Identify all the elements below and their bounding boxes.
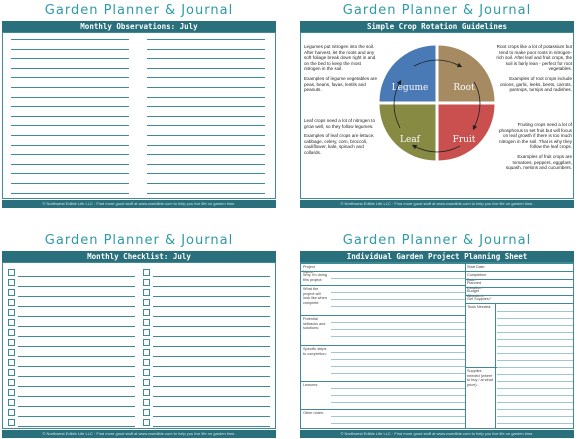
form-section[interactable] [301, 263, 465, 264]
checklist-line[interactable] [18, 346, 135, 347]
page-footer: © Northwest Edible Life LLC · Find more good stuff at www.nwedible.com to help you live life on garden time. [2, 200, 276, 208]
writing-line[interactable] [11, 154, 129, 155]
checkbox[interactable] [8, 389, 15, 396]
writing-line[interactable] [11, 97, 129, 98]
section-header: Monthly Checklist: July [2, 251, 276, 262]
leaf-description: Leaf crops need a lot of nitrogen to grow well, so they follow legumes. [304, 118, 375, 129]
page-title: Garden Planner & Journal [44, 3, 234, 18]
form-label: Supplies needed (where to buy / at what price): [467, 369, 493, 387]
checkbox[interactable] [8, 289, 15, 296]
writing-line[interactable] [11, 183, 129, 184]
column-divider [495, 303, 496, 428]
checkbox[interactable] [143, 389, 150, 396]
checklist-line[interactable] [153, 356, 270, 357]
checklist-line[interactable] [153, 376, 270, 377]
checklist-line[interactable] [18, 276, 135, 277]
writing-line[interactable] [147, 125, 265, 126]
checkbox[interactable] [143, 399, 150, 406]
root-text [496, 44, 572, 93]
writing-line[interactable] [331, 388, 465, 389]
wheel-leaf [380, 105, 436, 161]
writing-line[interactable] [147, 68, 265, 69]
checklist-line[interactable] [153, 346, 270, 347]
right-column [147, 39, 265, 194]
form-label: Get Supplies? [467, 297, 491, 301]
writing-line[interactable] [147, 77, 265, 78]
checkbox[interactable] [143, 279, 150, 286]
checklist-line[interactable] [153, 366, 270, 367]
writing-line[interactable] [11, 164, 129, 165]
writing-line[interactable] [147, 193, 265, 194]
left-checklist [8, 269, 135, 424]
checkbox[interactable] [143, 329, 150, 336]
wheel-label-fruit: Fruit [452, 135, 476, 145]
form-section[interactable] [301, 285, 465, 286]
form-section[interactable] [301, 409, 465, 410]
checklist-line[interactable] [18, 326, 135, 327]
wheel-fruit [439, 105, 495, 161]
writing-line[interactable] [497, 395, 573, 396]
checkbox[interactable] [143, 319, 150, 326]
left-column [11, 39, 129, 194]
checklist-line[interactable] [153, 386, 270, 387]
form-label: Tools Needed: [467, 305, 492, 309]
checkbox[interactable] [8, 319, 15, 326]
root-examples: Examples of root crops include onions, garlic, leeks, beets, carrots, parsnips, turnips and radishes. [499, 75, 572, 93]
section-header: Monthly Observations: July [2, 21, 276, 32]
writing-line[interactable] [331, 402, 465, 403]
checkbox[interactable] [8, 339, 15, 346]
page-title: Garden Planner & Journal [44, 233, 234, 248]
checklist-line[interactable] [153, 416, 270, 417]
writing-line[interactable] [497, 360, 573, 361]
form-right-column [465, 263, 573, 428]
legume-examples: Examples of legume vegetables are peas, beans, favas, lentils and peanuts. [304, 75, 378, 93]
checkbox[interactable] [8, 279, 15, 286]
writing-line[interactable] [147, 154, 265, 155]
leaf-text [304, 118, 378, 156]
checklist-line[interactable] [153, 326, 270, 327]
writing-line[interactable] [497, 423, 573, 424]
checkbox[interactable] [8, 399, 15, 406]
checkbox[interactable] [8, 269, 15, 276]
page-footer: © Northwest Edible Life LLC · Find more good stuff at www.nwedible.com to help you live life on garden time. [300, 430, 574, 438]
writing-line[interactable] [331, 423, 465, 424]
checkbox[interactable] [143, 339, 150, 346]
writing-line[interactable] [11, 106, 129, 107]
checkbox[interactable] [8, 379, 15, 386]
checklist-line[interactable] [153, 286, 270, 287]
checklist-line[interactable] [153, 426, 270, 427]
writing-line[interactable] [147, 164, 265, 165]
legume-text [304, 44, 378, 93]
writing-line[interactable] [331, 395, 465, 396]
form-label: Project Name: [303, 265, 315, 274]
checkbox[interactable] [8, 369, 15, 376]
observations-page [0, 0, 278, 208]
writing-line[interactable] [331, 278, 465, 279]
checklist-line[interactable] [153, 306, 270, 307]
writing-line[interactable] [331, 336, 465, 337]
writing-line[interactable] [147, 39, 265, 40]
writing-line[interactable] [147, 49, 265, 50]
wheel-label-leaf: Leaf [400, 135, 420, 145]
checkbox[interactable] [8, 309, 15, 316]
fruit-description: Fruiting crops need a lot of phosphorus to set fruit but will focus on leaf growth if there is too much nitrogen in the soil. That is why they follow the leaf crops. [498, 122, 572, 150]
checklist-line[interactable] [153, 406, 270, 407]
checkbox[interactable] [143, 269, 150, 276]
checklist-line[interactable] [18, 406, 135, 407]
writing-line[interactable] [331, 366, 465, 367]
writing-line[interactable] [11, 39, 129, 40]
writing-line[interactable] [147, 173, 265, 174]
checklist-line[interactable] [18, 336, 135, 337]
writing-line[interactable] [147, 58, 265, 59]
fruit-text [496, 122, 572, 171]
checkbox[interactable] [143, 369, 150, 376]
fruit-examples: Examples of fruit crops are tomatoes, peppers, eggplant, squash, melons and cucumbers. [505, 153, 572, 171]
writing-line[interactable] [497, 353, 573, 354]
leaf-examples: Examples of leaf crops are lettuce, cabbage, celery, corn, broccoli, cauliflower, kale, spinach and collards. [304, 133, 375, 155]
wheel-label-legume: Legume [391, 83, 429, 93]
checklist-line[interactable] [18, 426, 135, 427]
crop-rotation-page [298, 0, 576, 208]
legume-description: Legumes put nitrogen into the soil. After harvest, let the roots and any soft foliage break down right in and on the bed to keep the most nitrogen in the soil. [304, 44, 376, 72]
checkbox[interactable] [143, 409, 150, 416]
page-title: Garden Planner & Journal [342, 233, 532, 248]
checkbox[interactable] [143, 359, 150, 366]
checkbox[interactable] [8, 359, 15, 366]
form-label: Other notes: [303, 411, 324, 415]
writing-line[interactable] [11, 173, 129, 174]
crop-rotation-wheel [376, 42, 498, 192]
checkbox[interactable] [143, 299, 150, 306]
section-header: Individual Garden Project Planning Sheet [300, 251, 574, 262]
writing-line[interactable] [11, 125, 129, 126]
writing-line[interactable] [497, 374, 573, 375]
writing-line[interactable] [497, 409, 573, 410]
writing-line[interactable] [331, 322, 465, 323]
checklist-line[interactable] [153, 336, 270, 337]
writing-line[interactable] [331, 352, 465, 353]
checklist-line[interactable] [18, 386, 135, 387]
checkbox[interactable] [8, 329, 15, 336]
form-section[interactable] [465, 271, 573, 272]
wheel-legume [380, 46, 436, 102]
writing-line[interactable] [497, 346, 573, 347]
writing-line[interactable] [331, 416, 465, 417]
writing-line[interactable] [497, 339, 573, 340]
page-title: Garden Planner & Journal [342, 3, 532, 18]
writing-line[interactable] [497, 402, 573, 403]
writing-line[interactable] [11, 68, 129, 69]
checklist-line[interactable] [153, 276, 270, 277]
section-header: Simple Crop Rotation Guidelines [300, 21, 574, 32]
checklist-line[interactable] [153, 316, 270, 317]
form-section[interactable] [465, 295, 573, 296]
writing-line[interactable] [331, 329, 465, 330]
writing-line[interactable] [147, 87, 265, 88]
writing-line[interactable] [497, 332, 573, 333]
checklist-line[interactable] [18, 306, 135, 307]
checklist-line[interactable] [153, 396, 270, 397]
writing-line[interactable] [497, 367, 573, 368]
writing-line[interactable] [497, 311, 573, 312]
form-label: Completion Date: [467, 273, 487, 282]
checkbox[interactable] [143, 289, 150, 296]
planning-form [300, 262, 574, 429]
form-section[interactable] [301, 345, 465, 346]
form-label: Planned Location: [467, 281, 483, 290]
writing-line[interactable] [11, 116, 129, 117]
form-label: Potential setbacks and solutions: [303, 317, 326, 331]
writing-line[interactable] [147, 183, 265, 184]
checklist-line[interactable] [18, 396, 135, 397]
writing-line[interactable] [331, 359, 465, 360]
checkbox[interactable] [143, 419, 150, 426]
writing-line[interactable] [11, 145, 129, 146]
writing-line[interactable] [11, 193, 129, 194]
writing-line[interactable] [331, 299, 465, 300]
checklist-line[interactable] [18, 286, 135, 287]
checklist-line[interactable] [18, 296, 135, 297]
page-footer: © Northwest Edible Life LLC · Find more good stuff at www.nwedible.com to help you live life on garden time. [2, 430, 276, 438]
writing-line[interactable] [497, 388, 573, 389]
form-section[interactable] [465, 279, 573, 280]
form-left-column [301, 263, 466, 428]
form-section[interactable] [301, 315, 465, 316]
form-label: Lessons: [303, 383, 319, 387]
checkbox[interactable] [143, 379, 150, 386]
writing-line[interactable] [147, 135, 265, 136]
writing-line[interactable] [497, 318, 573, 319]
wheel-root [439, 46, 495, 102]
wheel-label-root: Root [453, 83, 475, 93]
checkbox[interactable] [143, 309, 150, 316]
writing-line[interactable] [497, 416, 573, 417]
checkbox[interactable] [8, 409, 15, 416]
writing-line[interactable] [147, 145, 265, 146]
form-section[interactable] [465, 287, 573, 288]
checklist-area [2, 262, 276, 429]
checklist-line[interactable] [18, 376, 135, 377]
form-section[interactable] [465, 263, 573, 264]
writing-line[interactable] [147, 97, 265, 98]
writing-line[interactable] [11, 49, 129, 50]
form-section[interactable] [301, 381, 465, 382]
project-page [298, 230, 576, 438]
form-section[interactable] [465, 303, 573, 304]
writing-line[interactable] [497, 381, 573, 382]
lined-area [2, 32, 276, 199]
root-description: Root crops like a lot of potassium but tend to make poor roots in nitrogen-rich soil. After leaf and fruit crops, the soil is fairly lean - perfect for root vegetables. [496, 44, 572, 72]
writing-line[interactable] [331, 306, 465, 307]
writing-line[interactable] [11, 87, 129, 88]
right-checklist [143, 269, 270, 424]
checklist-line[interactable] [153, 296, 270, 297]
checklist-line[interactable] [18, 356, 135, 357]
writing-line[interactable] [497, 325, 573, 326]
page-footer: © Northwest Edible Life LLC · Find more good stuff at www.nwedible.com to help you live life on garden time. [300, 200, 574, 208]
form-label: Budget Allocated: [467, 289, 484, 298]
writing-line[interactable] [331, 373, 465, 374]
writing-line[interactable] [147, 116, 265, 117]
checklist-page [0, 230, 278, 438]
writing-line[interactable] [11, 58, 129, 59]
writing-line[interactable] [147, 106, 265, 107]
form-label: What the project will look like when complete: [303, 287, 327, 305]
checklist-line[interactable] [18, 316, 135, 317]
checkbox[interactable] [143, 349, 150, 356]
form-label: Start Date: [467, 265, 486, 269]
checkbox[interactable] [8, 349, 15, 356]
checkbox[interactable] [8, 299, 15, 306]
writing-line[interactable] [331, 292, 465, 293]
checkbox[interactable] [8, 419, 15, 426]
form-label: Specific steps to completion: [303, 347, 327, 356]
writing-line[interactable] [11, 77, 129, 78]
checklist-line[interactable] [18, 366, 135, 367]
writing-line[interactable] [11, 135, 129, 136]
form-section[interactable] [301, 271, 465, 272]
form-label: Why I'm doing this project: [303, 273, 327, 282]
checklist-line[interactable] [18, 416, 135, 417]
